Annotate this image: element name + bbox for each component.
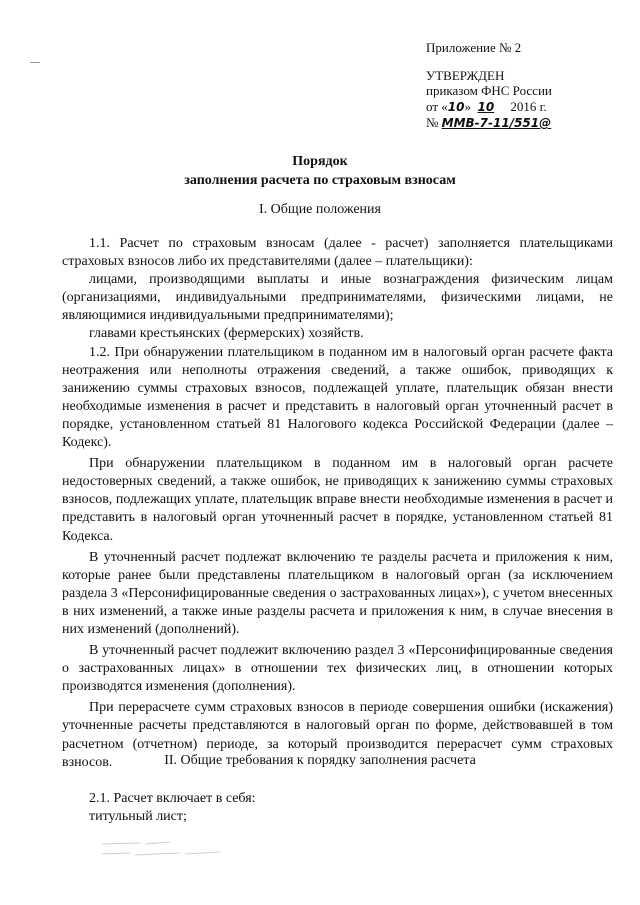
paragraph: При перерасчете сумм страховых взносов в периоде совершения ошибки (искажения) уточненные расчеты представляются в налоговый орган по форме, действовавшей в том расчетном (отчетном) периоде, за который производится перерасчет сумм страховых взносов. — [62, 700, 613, 770]
stamp-scribble-icon — [100, 838, 230, 862]
approved-label: УТВЕРЖДЕН — [426, 67, 505, 83]
appendix-label: Приложение № 2 — [426, 40, 522, 55]
paragraph: 1.1. Расчет по страховым взносам (далее - расчет) заполняется плательщиками страховых взносов либо их представителями (далее – плательщики): — [62, 236, 613, 270]
date-year: 2016 г. — [510, 98, 547, 114]
title-line-2: заполнения расчета по страховым взносам — [184, 173, 456, 188]
faint-stamp-mark — [100, 838, 230, 865]
paragraph: лицами, производящими выплаты и иные вознаграждения физическим лицам (организациями, индивидуальными предпринимателями, физическими лицами, не являющимися индивидуальными предпринимателями); — [62, 272, 613, 324]
number-prefix: № — [426, 115, 439, 130]
section-2-heading: II. Общие требования к порядку заполнения расчета — [164, 753, 476, 768]
section-2-body — [62, 790, 613, 826]
title-line-1: Порядок — [292, 154, 348, 169]
paragraph: главами крестьянских (фермерских) хозяйств. — [89, 326, 364, 342]
paragraph: 1.2. При обнаружении плательщиком в поданном им в налоговый орган расчете факта неотражения или неполноты отражения сведений, а также ошибок, приводящих к занижению суммы страховых взносов, подлежащей уплате, плательщик обязан внести необходимые изменения в расчет и представить в налоговый орган уточненный расчет в порядке, установленном статьей 81 Налогового кодекса Российской Федерации (далее – Кодекс). — [62, 344, 613, 451]
paragraph: В уточненный расчет подлежат включению те разделы расчета и приложения к ним, которые ранее были представлены плательщиком в налоговый орган (за исключением раздела 3 «Персонифицированные сведения о застрахованных лицах»), с учетом внесенных в них изменений, а также иные разделы расчета и приложения к ним, в случае внесения в них изменений (дополнений). — [62, 549, 613, 637]
paragraph: В уточненный расчет подлежит включению раздел 3 «Персонифицированные сведения о застрахованных лицах» в отношении тех физических лиц, в отношении которых производятся изменения (дополнения). — [62, 643, 613, 695]
section-1-heading: I. Общие положения — [259, 202, 381, 217]
paragraph: 2.1. Расчет включает в себя: — [89, 791, 256, 806]
order-date — [426, 99, 552, 116]
approval-block — [426, 40, 552, 132]
document-title — [0, 152, 640, 190]
paragraph: При обнаружении плательщиком в поданном им в налоговый орган расчете недостоверных сведений, а также ошибок, не приводящих к занижению суммы страховых взносов, подлежащих уплате, плательщик вправе внести необходимые изменения в расчет и представить в налоговый орган уточненный расчет в порядке, установленном статьей 81 Кодекса. — [62, 456, 613, 544]
order-label: приказом ФНС России — [426, 83, 552, 98]
date-prefix: от « — [426, 98, 448, 114]
order-number-handwritten: ММВ-7-11/551@ — [441, 116, 552, 130]
section-1-body — [62, 235, 613, 772]
order-number — [426, 115, 552, 132]
scan-artifact — [30, 62, 40, 63]
date-month-handwritten: 10 — [477, 99, 495, 114]
date-day-handwritten: 10 — [447, 99, 465, 114]
date-mid: » — [464, 98, 471, 114]
paragraph: титульный лист; — [89, 809, 187, 825]
